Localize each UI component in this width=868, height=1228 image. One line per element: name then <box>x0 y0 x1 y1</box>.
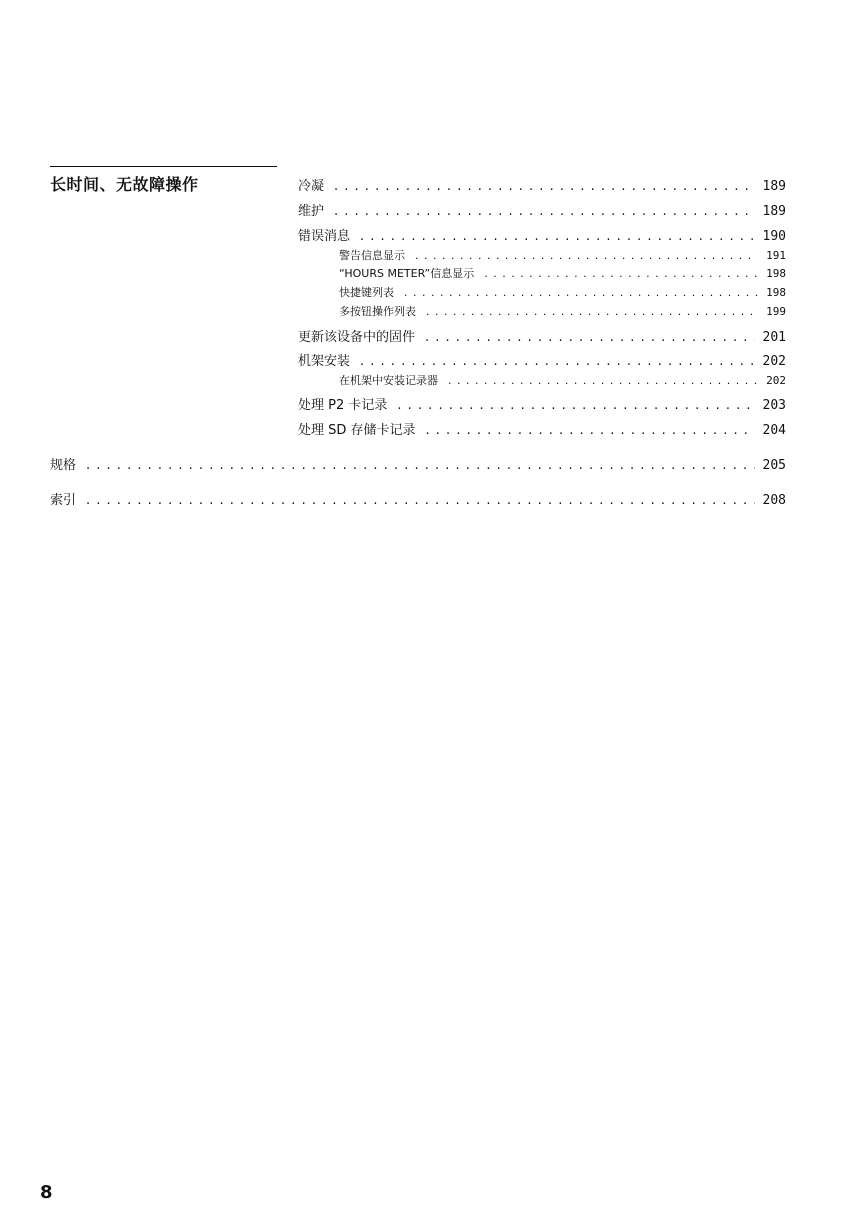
toc-page-number: 202 <box>766 374 786 387</box>
toc-page-number: 189 <box>762 204 786 219</box>
toc-entry-index[interactable] <box>50 492 786 509</box>
toc-page-number: 205 <box>762 458 786 473</box>
toc-entry-label: 快捷键列表 <box>339 286 394 299</box>
toc-entry-label: 错误消息 <box>298 229 351 244</box>
dot-leader <box>448 374 758 388</box>
toc-entry-label: “HOURS METER”信息显示 <box>339 267 475 280</box>
toc-page-number: 198 <box>766 267 786 280</box>
toc-entry-firmware-update[interactable] <box>298 329 786 346</box>
toc-entry-label: 更新该设备中的固件 <box>298 330 416 345</box>
toc-page-number: 208 <box>762 493 786 508</box>
toc-page-number: 198 <box>766 286 786 299</box>
toc-entry-specifications[interactable] <box>50 457 786 474</box>
toc-entry-label: 多按钮操作列表 <box>339 305 416 318</box>
toc-entry-label: 规格 <box>50 458 77 473</box>
toc-page-number: 199 <box>766 305 786 318</box>
toc-subentry-shortcut-list[interactable] <box>339 286 786 300</box>
toc-entry-label: 索引 <box>50 493 77 508</box>
toc-entry-sd-card-records[interactable] <box>298 422 786 439</box>
toc-subentry-rack-install-recorder[interactable] <box>339 374 786 388</box>
toc-entry-label: 冷凝 <box>298 179 325 194</box>
toc-page-number: 202 <box>762 354 786 369</box>
dot-leader <box>334 203 755 220</box>
toc-page-number: 190 <box>762 229 786 244</box>
toc-page-number: 204 <box>762 423 786 438</box>
dot-leader <box>86 457 755 474</box>
toc-page-number: 203 <box>762 398 786 413</box>
toc-entry-p2-card-records[interactable] <box>298 397 786 414</box>
dot-leader <box>334 178 755 195</box>
toc-subentry-warning-display[interactable] <box>339 249 786 263</box>
toc-page-number: 189 <box>762 179 786 194</box>
toc-entry-label: 机架安装 <box>298 354 351 369</box>
section-rule <box>50 166 277 167</box>
dot-leader <box>360 228 755 245</box>
toc-entry-condensation[interactable] <box>298 178 786 195</box>
dot-leader <box>360 353 755 370</box>
dot-leader <box>415 249 758 263</box>
toc-entry-error-messages[interactable] <box>298 228 786 245</box>
dot-leader <box>425 329 755 346</box>
toc-entry-label: 警告信息显示 <box>339 249 405 262</box>
dot-leader <box>426 305 758 319</box>
toc-entry-label: 处理 SD 存储卡记录 <box>298 423 416 438</box>
toc-entry-maintenance[interactable] <box>298 203 786 220</box>
section-title: 长时间、无故障操作 <box>50 175 199 194</box>
dot-leader <box>397 397 754 414</box>
dot-leader <box>86 492 755 509</box>
toc-page-number: 191 <box>766 249 786 262</box>
dot-leader <box>484 267 758 281</box>
toc-entry-rack-mount[interactable] <box>298 353 786 370</box>
toc-page-number: 201 <box>762 330 786 345</box>
toc-entry-label: 在机架中安装记录器 <box>339 374 438 387</box>
dot-leader <box>404 286 758 300</box>
page-number: 8 <box>40 1182 53 1203</box>
toc-entry-label: 维护 <box>298 204 325 219</box>
toc-entry-label: 处理 P2 卡记录 <box>298 398 388 413</box>
toc-subentry-multi-button-list[interactable] <box>339 305 786 319</box>
toc-subentry-hours-meter-display[interactable] <box>339 267 786 281</box>
dot-leader <box>426 422 755 439</box>
